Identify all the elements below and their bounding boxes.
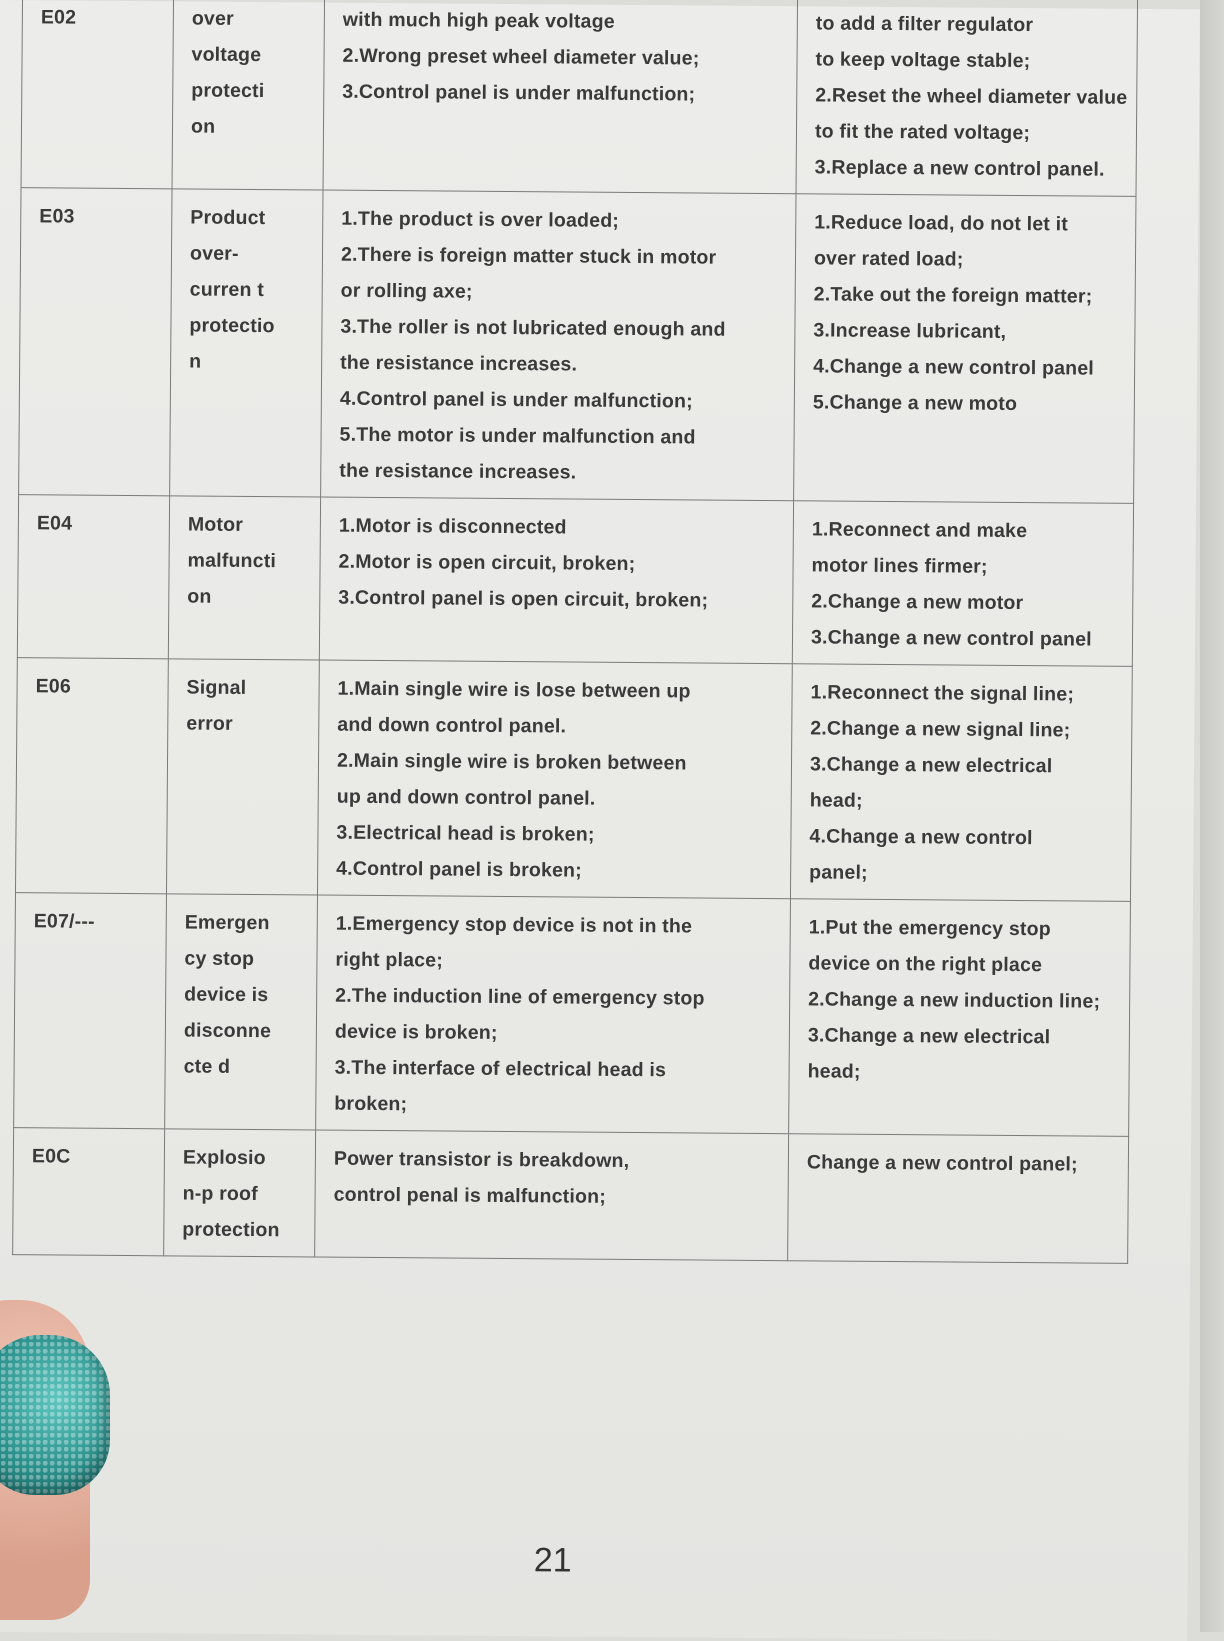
solution-cell-line: device on the right place <box>808 952 1043 977</box>
cause-cell-line: and down control panel. <box>337 713 567 738</box>
cause-cell-line: 3.Control panel is under malfunction; <box>342 80 696 106</box>
cause-cell-line: 3.Control panel is open circuit, broken; <box>338 586 709 612</box>
solution-cell-line: 2.Change a new motor <box>811 590 1024 615</box>
fault-name-cell-line: over- <box>189 242 239 265</box>
page-number: 21 <box>533 1541 572 1580</box>
solution-cell-line: Change a new control panel; <box>806 1151 1078 1176</box>
error-code-table <box>12 0 1138 1264</box>
table-row <box>21 0 1138 196</box>
table-row <box>14 893 1131 1137</box>
fault-name-cell-line: n-p roof <box>182 1182 258 1206</box>
fault-name-cell-line: malfuncti <box>187 549 277 573</box>
solution-cell-line: 2.Reset the wheel diameter value <box>815 84 1128 109</box>
cause-cell-line: or rolling axe; <box>340 279 473 303</box>
cause-cell-line: 2.Motor is open circuit, broken; <box>338 550 636 576</box>
fault-name-cell-line: voltage <box>191 43 262 67</box>
fault-name-cell-line: disconne <box>183 1019 272 1043</box>
fault-name-cell-line: protection <box>182 1218 280 1242</box>
fault-name-cell-line: protecti <box>191 79 265 103</box>
cause-cell-line: 1.Emergency stop device is not in the <box>335 912 693 938</box>
table-row <box>15 658 1132 902</box>
solution-cell-line: 1.Reconnect and make <box>811 518 1028 543</box>
fault-name-cell-line: Product <box>190 206 266 230</box>
fault-name-cell-line: Explosio <box>182 1146 266 1170</box>
cause-cell-line: 4.Control panel is under malfunction; <box>339 387 693 413</box>
cause-cell-line: 3.The roller is not lubricated enough and <box>340 315 726 341</box>
fault-name-cell <box>164 1129 316 1257</box>
fault-name-cell-line: n <box>189 350 202 373</box>
fault-name-cell-line: on <box>187 585 212 608</box>
cause-cell-line: 1.The product is over loaded; <box>341 207 620 232</box>
fault-name-cell <box>170 189 323 497</box>
fault-name-cell <box>165 894 318 1130</box>
error-code-cell: E03 <box>19 188 172 496</box>
error-code-cell: E02 <box>21 0 174 189</box>
solution-cell <box>794 194 1136 504</box>
cause-cell <box>323 0 798 194</box>
solution-cell-line: 3.Change a new electrical <box>809 753 1053 778</box>
fault-name-cell-line: on <box>190 115 216 138</box>
solution-cell-line: head; <box>807 1060 861 1083</box>
solution-cell-line: 5.Change a new moto <box>812 391 1018 416</box>
cause-cell-line: the resistance increases. <box>340 351 578 376</box>
fault-name-cell-line: Emergen <box>184 911 270 935</box>
fault-name-cell-line: device is <box>184 983 269 1007</box>
cause-cell-line: 2.There is foreign matter stuck in motor <box>340 243 717 269</box>
solution-cell-line: to fit the rated voltage; <box>814 120 1031 145</box>
fault-name-cell-line: error <box>186 712 233 735</box>
solution-cell <box>796 0 1138 196</box>
cause-cell-line: Power transistor is breakdown, <box>333 1147 630 1172</box>
solution-cell-line: to add a filter regulator <box>815 12 1034 37</box>
solution-cell-line: head; <box>809 789 863 812</box>
cause-cell-line: broken; <box>334 1092 408 1116</box>
cause-cell-line: device is broken; <box>334 1020 498 1044</box>
fault-name-cell <box>168 496 320 660</box>
solution-cell-line: 1.Put the emergency stop <box>808 916 1051 941</box>
painted-fingernail <box>0 1335 110 1495</box>
solution-cell-line: 3.Increase lubricant, <box>813 319 1007 343</box>
error-code-cell: E06 <box>15 658 168 894</box>
cause-cell <box>319 497 793 664</box>
cause-cell-line: 2.Wrong preset wheel diameter value; <box>342 44 700 70</box>
error-code-cell: E07/--- <box>14 893 167 1129</box>
cause-cell-line: 3.Electrical head is broken; <box>336 821 595 846</box>
error-code-cell: E04 <box>17 495 169 659</box>
cause-cell <box>317 660 792 899</box>
solution-cell-line: 2.Take out the foreign matter; <box>813 283 1093 308</box>
cause-cell <box>315 1130 789 1261</box>
fault-name-cell-line: Signal <box>186 676 247 699</box>
solution-cell-line: 1.Reconnect the signal line; <box>810 681 1075 706</box>
solution-cell-line: 4.Change a new control panel <box>813 355 1095 380</box>
fault-name-cell-line: Motor <box>187 513 244 536</box>
solution-cell <box>789 899 1131 1137</box>
cause-cell-line: up and down control panel. <box>336 785 596 810</box>
cause-cell-line: control penal is malfunction; <box>333 1183 607 1208</box>
cause-cell-line: 2.Main single wire is broken between <box>336 749 687 775</box>
table-row <box>17 495 1133 667</box>
solution-cell-line: 3.Change a new control panel <box>810 626 1092 651</box>
solution-cell <box>788 1134 1129 1264</box>
fault-name-cell <box>172 0 325 190</box>
solution-cell-line: 2.Change a new signal line; <box>810 717 1071 742</box>
solution-cell-line: 2.Change a new induction line; <box>808 988 1101 1013</box>
cause-cell-line: 5.The motor is under malfunction and <box>339 423 696 449</box>
solution-cell-line: motor lines firmer; <box>811 554 988 578</box>
cause-cell <box>321 190 796 501</box>
fault-name-cell-line: cte d <box>183 1055 231 1078</box>
cause-cell-line: 1.Main single wire is lose between up <box>337 677 691 703</box>
page-edge <box>1200 0 1224 1632</box>
fault-name-cell-line: cy stop <box>184 947 255 971</box>
cause-cell-line: 3.The interface of electrical head is <box>334 1056 667 1082</box>
cause-cell-line: 4.Control panel is broken; <box>336 857 583 882</box>
solution-cell-line: 1.Reduce load, do not let it <box>814 211 1069 236</box>
error-code-cell: E0C <box>13 1128 165 1256</box>
solution-cell <box>790 664 1132 902</box>
cause-cell-line: right place; <box>335 948 444 972</box>
solution-cell-line: 3.Change a new electrical <box>807 1024 1051 1049</box>
fault-name-cell-line: curren t <box>189 278 265 302</box>
table-row <box>19 188 1136 504</box>
solution-cell-line: to keep voltage stable; <box>815 48 1031 73</box>
solution-cell-line: over rated load; <box>813 247 964 271</box>
cause-cell-line: the resistance increases. <box>339 459 577 484</box>
fault-name-cell-line: protectio <box>189 314 275 338</box>
fault-name-cell <box>166 659 319 895</box>
solution-cell-line: panel; <box>809 861 868 884</box>
solution-cell <box>792 501 1133 667</box>
cause-cell-line: with much high peak voltage <box>342 8 615 33</box>
cause-cell-line: 1.Motor is disconnected <box>338 514 567 539</box>
cause-cell <box>316 895 791 1134</box>
fault-name-cell-line: over <box>191 7 234 30</box>
table-row <box>13 1128 1129 1264</box>
cause-cell-line: 2.The induction line of emergency stop <box>335 984 705 1010</box>
solution-cell-line: 4.Change a new control <box>809 825 1033 850</box>
solution-cell-line: 3.Replace a new control panel. <box>814 156 1105 181</box>
